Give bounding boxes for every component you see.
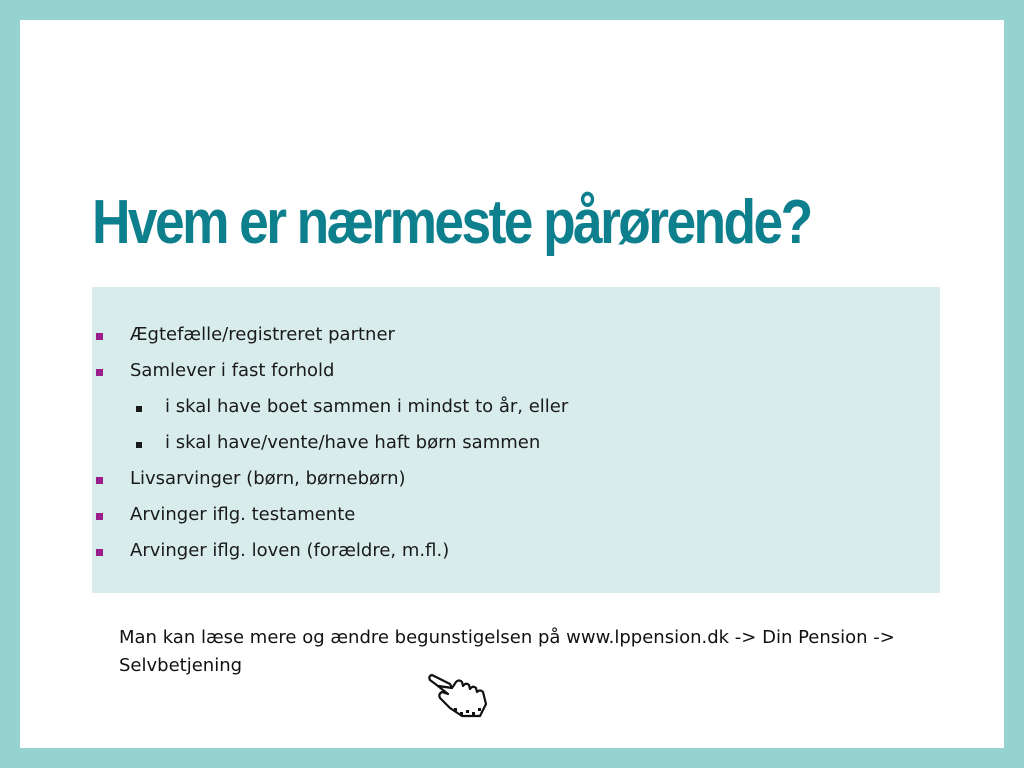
square-bullet-icon — [136, 442, 142, 448]
slide-title: Hvem er nærmeste pårørende? — [92, 188, 811, 257]
bullet-text: Samlever i fast forhold — [130, 360, 335, 381]
sub-bullet-item — [92, 395, 940, 431]
square-bullet-icon — [96, 513, 103, 520]
info-note: Man kan læse mere og ændre begunstigelsen på www.lppension.dk -> Din Pension -> Selvbetjening — [119, 627, 895, 676]
bullet-item — [92, 467, 940, 503]
bullet-text: Arvinger iflg. testamente — [130, 504, 356, 525]
bullet-box — [92, 287, 940, 593]
bullet-list — [92, 323, 940, 575]
sub-bullet-item — [92, 431, 940, 467]
square-bullet-icon — [136, 406, 142, 412]
bullet-text: Ægtefælle/registreret partner — [130, 324, 395, 345]
bullet-text: Livsarvinger (børn, børnebørn) — [130, 468, 406, 489]
bullet-text: Arvinger iflg. loven (forældre, m.fl.) — [130, 540, 450, 561]
sub-bullet-text: i skal have boet sammen i mindst to år, eller — [165, 396, 569, 417]
bullet-item — [92, 503, 940, 539]
bullet-item — [92, 539, 940, 575]
bullet-item — [92, 323, 940, 359]
square-bullet-icon — [96, 369, 103, 376]
sub-bullet-text: i skal have/vente/have haft børn sammen — [165, 432, 541, 453]
square-bullet-icon — [96, 549, 103, 556]
square-bullet-icon — [96, 477, 103, 484]
hand-pointer-icon[interactable] — [426, 670, 492, 720]
square-bullet-icon — [96, 333, 103, 340]
bullet-item — [92, 359, 940, 395]
